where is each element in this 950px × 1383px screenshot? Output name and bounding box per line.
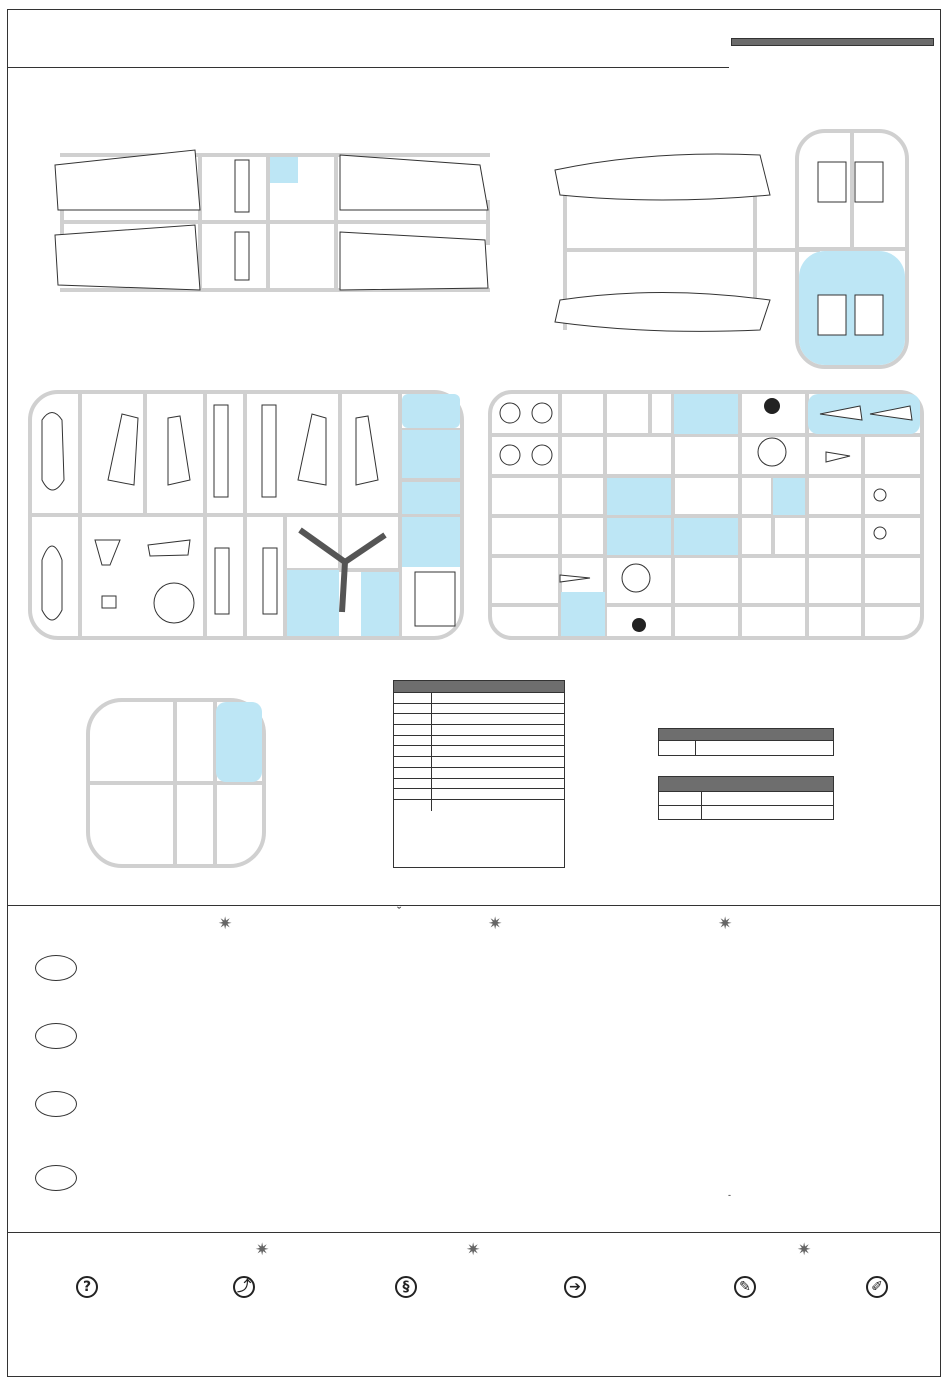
star-icon: ✷	[466, 1240, 481, 1260]
paint-table-row	[394, 789, 564, 800]
decal-table-1	[658, 728, 834, 756]
paint-table-row	[394, 704, 564, 715]
decal-table-1-header	[659, 729, 833, 741]
paint-table-row	[394, 757, 564, 768]
arrow-right-icon: ➔	[564, 1276, 586, 1298]
decal-table-2-row-a	[659, 792, 833, 806]
paint-table-row	[394, 768, 564, 779]
question-icon: ?	[76, 1276, 98, 1298]
star-icon: ✷	[718, 914, 733, 934]
dash-mark: -	[728, 1190, 731, 1200]
spring-icon: §	[395, 1276, 417, 1298]
star-icon: ✷	[255, 1240, 270, 1260]
paint-table-row	[394, 746, 564, 757]
paint-table-row	[394, 736, 564, 747]
paint-table-row	[394, 714, 564, 725]
warning-oval-1	[35, 955, 77, 981]
paint-table-header	[394, 681, 564, 693]
cut-saw-icon: ✎	[734, 1276, 756, 1298]
warning-oval-3	[35, 1091, 77, 1117]
paint-table-row	[394, 693, 564, 704]
decal-table-2-header	[659, 777, 833, 792]
star-icon: ✷	[488, 914, 503, 934]
rotate-arrow-icon: ⤴	[233, 1276, 255, 1298]
paint-table-row	[394, 800, 564, 811]
warning-oval-2	[35, 1023, 77, 1049]
star-icon: ✷	[218, 914, 233, 934]
decal-table-2-row-b	[659, 806, 833, 820]
decal-table-2	[658, 776, 834, 820]
star-icon: ✷	[797, 1240, 812, 1260]
caron-mark: ˇ	[397, 904, 402, 919]
paint-table-row	[394, 725, 564, 736]
paint-table-row	[394, 779, 564, 790]
decal-table-1-row	[659, 741, 833, 756]
warning-oval-4	[35, 1165, 77, 1191]
knife-icon: ✐	[866, 1276, 888, 1298]
paint-table	[393, 680, 565, 868]
